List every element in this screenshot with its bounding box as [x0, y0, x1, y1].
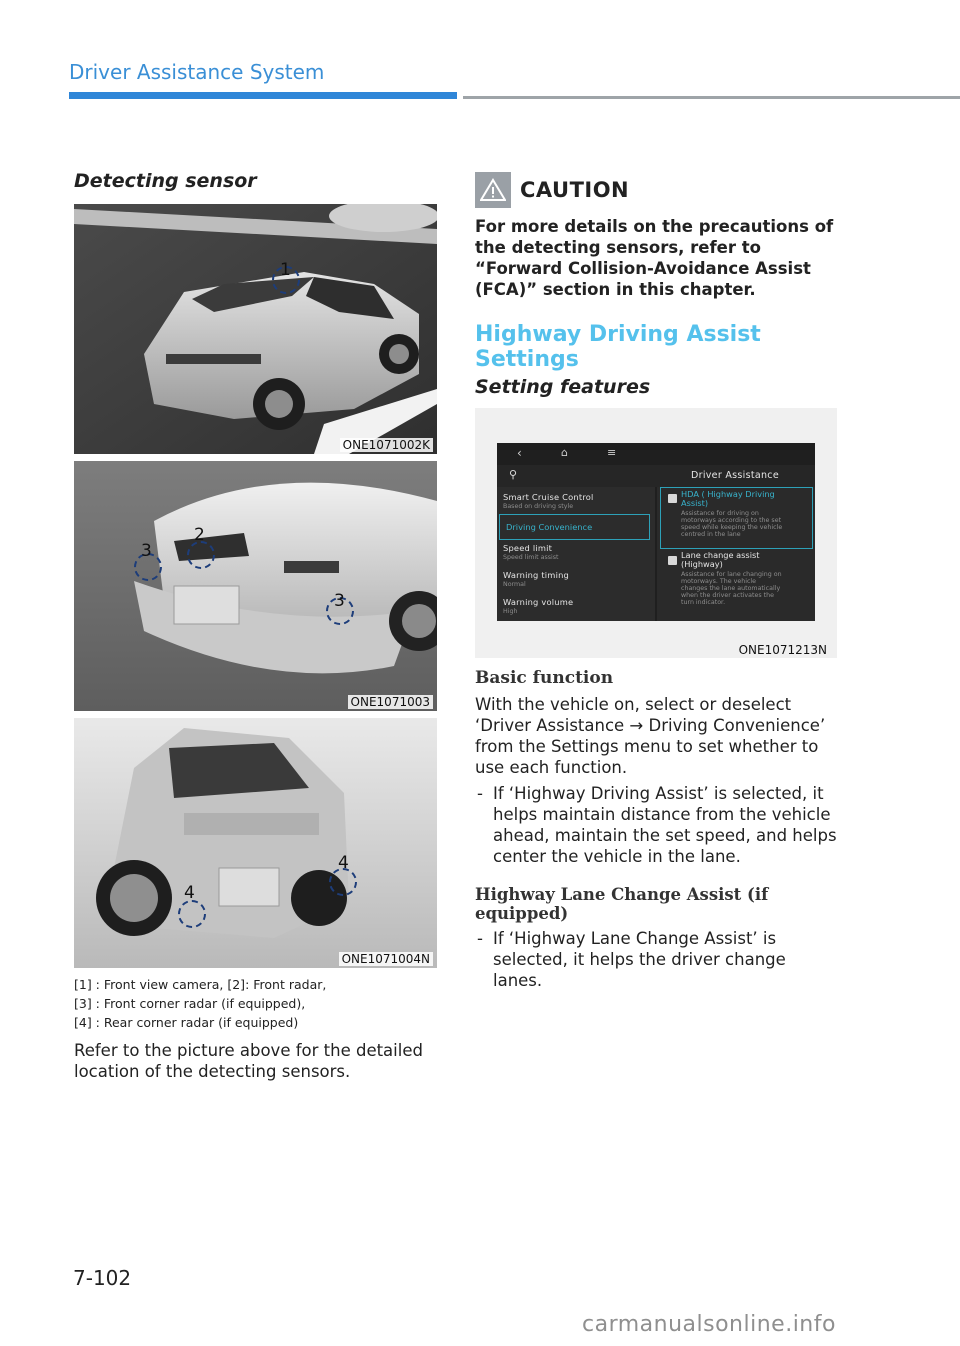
- basic-function-title: Basic function: [475, 668, 614, 688]
- menu-item-driving-convenience: [499, 514, 650, 540]
- caution-header: [475, 172, 837, 208]
- sensor-marker-2: [187, 541, 215, 569]
- basic-function-bullet: [475, 783, 837, 867]
- legend-line: [1] : Front view camera, [2]: Front radar,: [74, 977, 327, 992]
- option-desc: turn indicator.: [681, 599, 726, 606]
- option-desc: speed while keeping the vehicle: [681, 524, 783, 531]
- left-column: [74, 170, 437, 1082]
- menu-item-sub: Based on driving style: [503, 503, 574, 510]
- image-code-3: ONE1071004N: [339, 952, 433, 966]
- sensor-number-2: 2: [194, 525, 205, 545]
- rear-radar-image: [74, 718, 437, 968]
- header-rule-blue: [69, 92, 457, 99]
- car-rear-illustration: [74, 718, 437, 968]
- checkbox-checked-icon: [668, 556, 677, 565]
- sensor-number-3-left: 3: [141, 541, 152, 561]
- option-hda-label-2: Assist): [681, 498, 709, 508]
- sensor-number-1: 1: [280, 260, 291, 280]
- bullet-dash: -: [477, 784, 483, 803]
- screen-menu-list: [497, 487, 655, 621]
- menu-item-sub: High: [503, 608, 518, 615]
- screen-topbar: [497, 443, 815, 465]
- image-code-2: ONE1071003: [348, 695, 433, 709]
- sensor-legend: [74, 975, 437, 1032]
- menu-item-sub: Normal: [503, 581, 526, 588]
- front-camera-image: [74, 204, 437, 454]
- menu-item-warning-timing: Warning timing: [503, 570, 570, 580]
- menu-icon: ≡: [607, 446, 617, 459]
- option-desc: changes the lane automatically: [681, 585, 781, 592]
- right-column: [475, 172, 837, 991]
- car-front-angle-illustration: [74, 204, 437, 454]
- screen-header: [497, 465, 815, 487]
- sensor-number-3-right: 3: [334, 591, 345, 611]
- warning-triangle-icon: [475, 172, 511, 208]
- settings-screen-figure: [475, 408, 837, 658]
- legend-line: [3] : Front corner radar (if equipped),: [74, 996, 306, 1011]
- detecting-sensor-heading: Detecting sensor: [74, 170, 257, 192]
- option-desc: Assistance for driving on: [681, 510, 759, 517]
- menu-item-sub: Speed limit assist: [503, 554, 559, 561]
- sensor-marker-4-left: [178, 900, 206, 928]
- settings-subheading: Setting features: [475, 376, 651, 398]
- front-radar-image: [74, 461, 437, 711]
- bullet-text: If ‘Highway Driving Assist’ is selected, it helps maintain distance from the vehicle ahead, maintain the set speed, and helps center the vehicle in the lane.: [493, 784, 837, 866]
- header-rule-gray: [463, 96, 960, 99]
- bullet-text: If ‘Highway Lane Change Assist’ is selected, it helps the driver change lanes.: [493, 929, 786, 990]
- sensor-note: Refer to the picture above for the detailed location of the detecting sensors.: [74, 1041, 423, 1081]
- basic-function-text: With the vehicle on, select or deselect ‘Driver Assistance → Driving Convenience’ from the Settings menu to set whether to use each function.: [475, 695, 826, 777]
- screen-title: Driver Assistance: [691, 470, 779, 481]
- checkbox-checked-icon: [668, 494, 677, 503]
- option-desc: motorways according to the set: [681, 517, 782, 524]
- bullet-dash: -: [477, 929, 483, 948]
- screen-options: [657, 487, 815, 621]
- infotainment-screen: [497, 443, 815, 621]
- page-number: 7-102: [73, 1266, 132, 1290]
- car-front-bumper-illustration: [74, 461, 437, 711]
- option-desc: centred in the lane: [681, 531, 741, 538]
- menu-item-label: Driving Convenience: [506, 522, 593, 532]
- caution-text: For more details on the precautions of the detecting sensors, refer to “Forward Collision-Avoidance Assist (FCA)” section in this chapter.: [475, 217, 834, 299]
- header-title: Driver Assistance System: [69, 60, 325, 84]
- option-desc: Assistance for lane changing on: [681, 571, 782, 578]
- home-icon: ⌂: [561, 446, 568, 459]
- caution-label: CAUTION: [520, 178, 630, 202]
- search-icon: ⚲: [509, 468, 518, 481]
- sensor-number-4-right: 4: [338, 853, 349, 873]
- watermark: carmanualsonline.info: [582, 1312, 836, 1337]
- option-desc: motorways. The vehicle: [681, 578, 757, 585]
- hlca-bullet: [475, 928, 837, 991]
- image-code-1: ONE1071002K: [340, 438, 433, 452]
- menu-item-smart-cruise: Smart Cruise Control: [503, 492, 594, 502]
- menu-item-warning-volume: Warning volume: [503, 597, 574, 607]
- settings-heading: Highway Driving Assist Settings: [475, 322, 761, 372]
- hlca-title: Highway Lane Change Assist (if equipped): [475, 885, 769, 923]
- option-lca-label-2: (Highway): [681, 559, 723, 569]
- sensor-number-4-left: 4: [184, 883, 195, 903]
- option-desc: when the driver activates the: [681, 592, 774, 599]
- option-hda-label: HDA ( Highway Driving: [681, 489, 775, 499]
- screen-image-code: ONE1071213N: [738, 643, 827, 657]
- back-icon: ‹: [517, 446, 522, 460]
- menu-item-speed-limit: Speed limit: [503, 543, 553, 553]
- option-lca-label: Lane change assist: [681, 550, 760, 560]
- legend-line: [4] : Rear corner radar (if equipped): [74, 1015, 299, 1030]
